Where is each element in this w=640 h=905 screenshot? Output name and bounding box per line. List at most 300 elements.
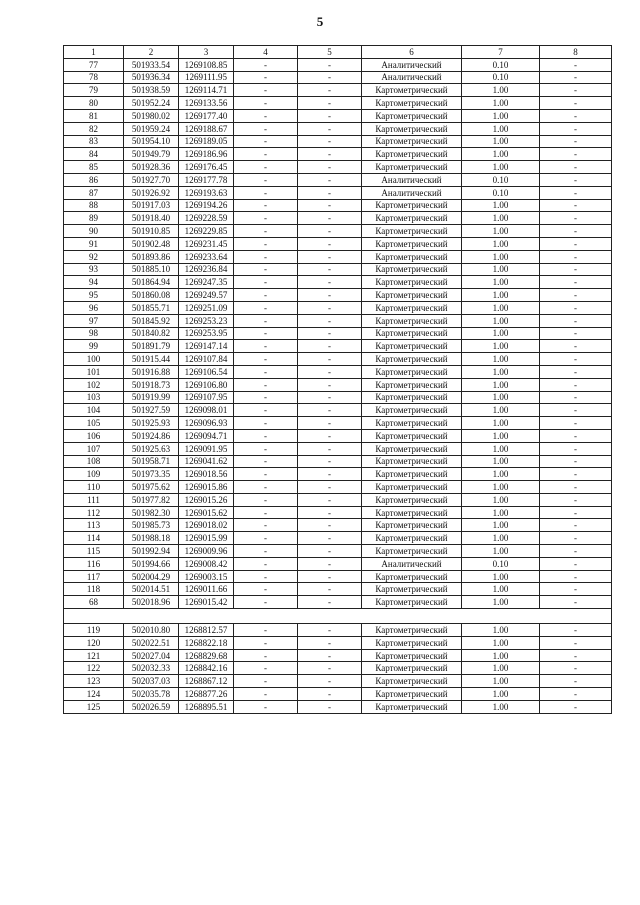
table-cell: - [298,429,362,442]
table-cell: 1269041.62 [179,455,234,468]
table-cell: 116 [64,557,124,570]
table-cell: - [234,624,298,637]
table-cell: - [234,327,298,340]
table-cell: - [540,506,612,519]
table-cell: - [540,455,612,468]
table-row [64,519,612,532]
table-cell: 501973.35 [124,468,179,481]
table-cell: 97 [64,314,124,327]
table-cell: - [540,58,612,71]
table-cell: 501917.03 [124,199,179,212]
table-cell: - [540,700,612,713]
table-row [64,327,612,340]
table-cell: - [234,700,298,713]
table-cell: - [234,688,298,701]
table-cell: - [234,417,298,430]
table-cell: 1269015.42 [179,596,234,609]
table-cell: - [298,199,362,212]
table-cell: Картометрический [362,250,462,263]
table-cell: 1269008.42 [179,557,234,570]
table-cell: Аналитический [362,58,462,71]
table-cell: 1.00 [462,250,540,263]
table-cell: - [540,84,612,97]
table-cell: - [234,391,298,404]
table-cell: 113 [64,519,124,532]
table-cell: - [234,545,298,558]
table-cell: 1.00 [462,493,540,506]
table-cell: 1.00 [462,624,540,637]
table-row [64,84,612,97]
table-cell: 101 [64,365,124,378]
table-cell: 0.10 [462,58,540,71]
table-cell: Картометрический [362,327,462,340]
table-row [64,545,612,558]
table-cell: 1.00 [462,688,540,701]
table-cell: - [298,570,362,583]
table-cell: 1269189.05 [179,135,234,148]
table-cell: 122 [64,662,124,675]
table-row [64,700,612,713]
table-cell: 1268812.57 [179,624,234,637]
table-cell: 502035.78 [124,688,179,701]
table-cell: 1269098.01 [179,404,234,417]
table-cell: 78 [64,71,124,84]
table-cell: - [540,122,612,135]
table-cell: - [298,71,362,84]
table-cell: Картометрический [362,417,462,430]
table-cell: - [298,186,362,199]
table-cell: - [540,481,612,494]
table-cell: - [298,596,362,609]
table-cell: 1269177.40 [179,109,234,122]
table-cell: Картометрический [362,276,462,289]
table-cell: - [298,301,362,314]
table-row [64,237,612,250]
table-cell: 501860.08 [124,289,179,302]
table-cell: Картометрический [362,442,462,455]
table-cell: - [298,135,362,148]
table-cell: 1269111.95 [179,71,234,84]
table-cell: - [540,148,612,161]
table-cell: 1269194.26 [179,199,234,212]
table-cell: Картометрический [362,289,462,302]
table-row [64,71,612,84]
table-cell: 108 [64,455,124,468]
table-cell: - [298,442,362,455]
table-cell: 501916.88 [124,365,179,378]
table-cell: 1.00 [462,391,540,404]
table-row [64,557,612,570]
table-cell: Картометрический [362,468,462,481]
table-cell: 1.00 [462,97,540,110]
table-cell: - [234,455,298,468]
table-cell: - [540,675,612,688]
table-cell: Картометрический [362,212,462,225]
table-row [64,353,612,366]
table-cell: 1269176.45 [179,161,234,174]
table-cell: 501938.59 [124,84,179,97]
table-cell: - [298,532,362,545]
coordinates-table [63,45,612,714]
table-cell: Картометрический [362,391,462,404]
table-cell: 501949.79 [124,148,179,161]
table-cell: 501918.40 [124,212,179,225]
table-cell: 1269114.71 [179,84,234,97]
table-cell: 1269147.14 [179,340,234,353]
table-cell: 501988.18 [124,532,179,545]
table-cell: - [298,675,362,688]
table-cell: 1269236.84 [179,263,234,276]
header-cell: 7 [462,46,540,59]
table-cell: 1.00 [462,519,540,532]
table-cell: - [298,225,362,238]
table-row [64,417,612,430]
table-cell: 0.10 [462,173,540,186]
table-cell: Картометрический [362,109,462,122]
table-cell: 1268842.16 [179,662,234,675]
table-cell: - [298,506,362,519]
table-cell: 1.00 [462,545,540,558]
table-cell: - [298,161,362,174]
table-cell: - [540,250,612,263]
table-cell: 501994.66 [124,557,179,570]
table-cell: - [234,173,298,186]
table-cell: 1269015.62 [179,506,234,519]
table-row [64,250,612,263]
table-cell: 501959.24 [124,122,179,135]
table-cell: - [298,688,362,701]
table-cell: - [298,404,362,417]
table-cell: 102 [64,378,124,391]
table-cell: - [540,662,612,675]
table-cell: 501919.99 [124,391,179,404]
table-cell: - [298,109,362,122]
table-cell: 1269107.84 [179,353,234,366]
table-cell: 1269091.95 [179,442,234,455]
header-cell: 3 [179,46,234,59]
table-cell: 1268895.51 [179,700,234,713]
table-cell: 85 [64,161,124,174]
table-row [64,199,612,212]
table-cell: 501891.79 [124,340,179,353]
table-cell: - [298,378,362,391]
table-cell: - [540,468,612,481]
table-cell: - [298,557,362,570]
table-cell: Картометрический [362,649,462,662]
table-cell: 502004.29 [124,570,179,583]
table-cell: Аналитический [362,173,462,186]
table-cell: 1.00 [462,135,540,148]
table-cell: 1269249.57 [179,289,234,302]
table-cell: - [298,624,362,637]
table-cell: 1.00 [462,506,540,519]
table-cell: 501885.10 [124,263,179,276]
table-cell: - [298,97,362,110]
table-cell: 501925.63 [124,442,179,455]
table-cell: 1.00 [462,122,540,135]
header-cell: 8 [540,46,612,59]
table-row [64,135,612,148]
table-cell: 1.00 [462,276,540,289]
table-cell: 501915.44 [124,353,179,366]
table-cell: 501958.71 [124,455,179,468]
table-cell: - [234,71,298,84]
table-cell: 100 [64,353,124,366]
table-cell: 1269018.56 [179,468,234,481]
table-cell: 123 [64,675,124,688]
table-cell: 501910.85 [124,225,179,238]
table-cell: 501864.94 [124,276,179,289]
table-row [64,596,612,609]
table-cell: - [234,596,298,609]
table-row [64,186,612,199]
table-cell: - [234,122,298,135]
table-row [64,109,612,122]
table-cell: Картометрический [362,493,462,506]
table-row [64,263,612,276]
table-cell: - [234,161,298,174]
table-cell: 501925.93 [124,417,179,430]
table-cell: - [234,250,298,263]
table-cell: Картометрический [362,122,462,135]
table-cell: 1269231.45 [179,237,234,250]
table-cell: 1.00 [462,481,540,494]
table-cell: 1269177.78 [179,173,234,186]
table-cell: Картометрический [362,199,462,212]
table-body-a [64,58,612,608]
table-row [64,289,612,302]
table-cell: - [234,675,298,688]
table-cell: 501977.82 [124,493,179,506]
table-cell: 502026.59 [124,700,179,713]
table-cell: 82 [64,122,124,135]
table-cell: 1.00 [462,532,540,545]
table-cell: - [540,649,612,662]
table-cell: - [298,212,362,225]
table-cell: - [298,583,362,596]
table-row [64,212,612,225]
table-cell: 501927.59 [124,404,179,417]
table-cell: 1269015.86 [179,481,234,494]
table-row [64,340,612,353]
table-cell: 0.10 [462,186,540,199]
table-cell: Картометрический [362,365,462,378]
table-cell: 112 [64,506,124,519]
table-cell: - [540,404,612,417]
table-cell: - [540,570,612,583]
table-cell: - [234,237,298,250]
table-row [64,493,612,506]
table-cell: - [234,212,298,225]
table-cell: 1269186.96 [179,148,234,161]
table-cell: - [234,583,298,596]
table-cell: 501927.70 [124,173,179,186]
table-cell: - [234,314,298,327]
table-cell: Картометрический [362,532,462,545]
table-cell: 1.00 [462,365,540,378]
table-row [64,506,612,519]
table-cell: - [234,378,298,391]
table-cell: Картометрический [362,429,462,442]
table-cell: 124 [64,688,124,701]
table-cell: - [298,519,362,532]
table-cell: - [298,148,362,161]
table-cell: - [540,301,612,314]
table-cell: 95 [64,289,124,302]
table-cell: 80 [64,97,124,110]
table-cell: Картометрический [362,148,462,161]
table-cell: - [298,263,362,276]
table-row [64,122,612,135]
table-cell: 125 [64,700,124,713]
table-cell: - [234,301,298,314]
table-cell: - [298,468,362,481]
table-row [64,468,612,481]
table-cell: - [234,649,298,662]
table-row [64,624,612,637]
table-cell: - [540,161,612,174]
table-cell: - [540,583,612,596]
table-cell: - [234,570,298,583]
table-cell: 501933.54 [124,58,179,71]
table-cell: 0.10 [462,557,540,570]
table-cell: - [234,519,298,532]
table-cell: 502014.51 [124,583,179,596]
table-cell: - [540,557,612,570]
table-cell: 1268877.26 [179,688,234,701]
table-cell: - [234,404,298,417]
table-cell: 501926.92 [124,186,179,199]
table-cell: 98 [64,327,124,340]
table-cell: 501924.86 [124,429,179,442]
table-cell: - [540,636,612,649]
table-body-b [64,624,612,714]
table-cell: Картометрический [362,263,462,276]
table-cell: 89 [64,212,124,225]
table-cell: Картометрический [362,545,462,558]
table-cell: - [234,493,298,506]
table-cell: Картометрический [362,596,462,609]
table-cell: - [540,532,612,545]
table-cell: Картометрический [362,378,462,391]
table-cell: - [234,340,298,353]
table-cell: - [298,173,362,186]
table-cell: 502037.03 [124,675,179,688]
table-cell: - [540,199,612,212]
table-cell: 1.00 [462,455,540,468]
table-cell: 1269096.93 [179,417,234,430]
table-cell: - [298,455,362,468]
table-cell: 501992.94 [124,545,179,558]
table-cell: Картометрический [362,353,462,366]
table-cell: 1269018.02 [179,519,234,532]
table-cell: 1.00 [462,583,540,596]
table-row [64,314,612,327]
table-cell: - [234,97,298,110]
table-cell: - [540,263,612,276]
table-cell: Картометрический [362,519,462,532]
table-row [64,148,612,161]
table-cell: - [540,225,612,238]
table-cell: 501985.73 [124,519,179,532]
table-cell: 502032.33 [124,662,179,675]
table-cell: 83 [64,135,124,148]
table-cell: - [540,186,612,199]
table-cell: Картометрический [362,404,462,417]
table-row [64,583,612,596]
table-cell: - [234,135,298,148]
table-row [64,481,612,494]
table-cell: Картометрический [362,237,462,250]
table-cell: Картометрический [362,135,462,148]
table-cell: 1269011.66 [179,583,234,596]
table-cell: - [540,135,612,148]
table-cell: 1.00 [462,225,540,238]
table-cell: - [298,58,362,71]
table-cell: 99 [64,340,124,353]
table-row [64,161,612,174]
table-cell: - [298,545,362,558]
table-cell: 121 [64,649,124,662]
table-cell: 501902.48 [124,237,179,250]
table-cell: - [540,327,612,340]
table-cell: - [540,429,612,442]
table-cell: - [540,289,612,302]
table-cell: 501975.62 [124,481,179,494]
table-cell: 92 [64,250,124,263]
table-cell: Картометрический [362,97,462,110]
table-cell: 1.00 [462,429,540,442]
table-row [64,404,612,417]
table-cell: - [234,148,298,161]
table-row [64,442,612,455]
table-cell: 104 [64,404,124,417]
table-cell: 84 [64,148,124,161]
table-cell: 107 [64,442,124,455]
table-cell: Картометрический [362,624,462,637]
table-cell: 115 [64,545,124,558]
table-cell: - [298,327,362,340]
table-cell: 114 [64,532,124,545]
table-cell: - [540,109,612,122]
table-row [64,378,612,391]
table-cell: 79 [64,84,124,97]
table-cell: 501840.82 [124,327,179,340]
table-cell: 502018.96 [124,596,179,609]
table-cell: - [298,314,362,327]
table-cell: - [234,58,298,71]
table-cell: Аналитический [362,557,462,570]
table-cell: 1.00 [462,649,540,662]
table-cell: 1.00 [462,84,540,97]
header-cell: 6 [362,46,462,59]
table-cell: 1268822.18 [179,636,234,649]
table-cell: - [298,636,362,649]
table-cell: 1269253.23 [179,314,234,327]
table-cell: 501928.36 [124,161,179,174]
table-cell: Картометрический [362,570,462,583]
table-cell: - [540,378,612,391]
table-cell: 90 [64,225,124,238]
table-cell: - [540,97,612,110]
table-cell: - [234,662,298,675]
table-cell: - [234,225,298,238]
table-cell: 1269015.26 [179,493,234,506]
header-cell: 5 [298,46,362,59]
table-cell: 1269251.09 [179,301,234,314]
table-cell: 501855.71 [124,301,179,314]
table-cell: 81 [64,109,124,122]
